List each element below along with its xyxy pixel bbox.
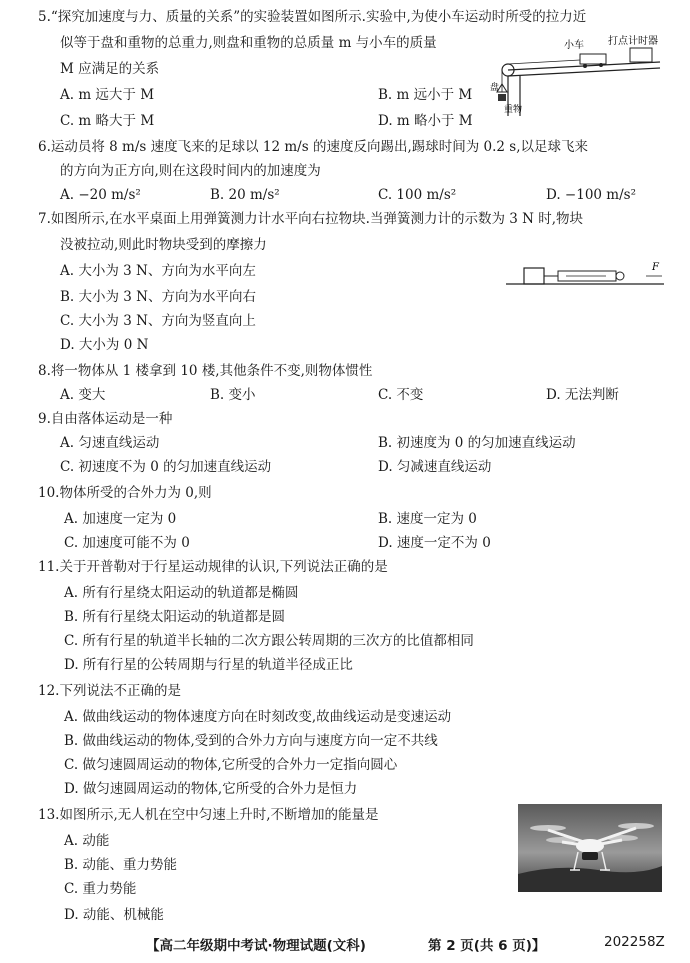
- q12-option-b: B. 做曲线运动的物体,受到的合外力方向与速度方向一定不共线: [64, 733, 438, 749]
- page-footer: [0, 934, 690, 956]
- q5-fig-timer-label: 打点计时器: [608, 36, 658, 47]
- q13-drone-photo: [518, 804, 662, 892]
- q5-fig-plate-label: 盘: [490, 83, 500, 93]
- q8-option-c: C. 不变: [378, 387, 424, 403]
- q9-option-b: B. 初速度为 0 的匀加速直线运动: [378, 435, 576, 451]
- q12-option-c: C. 做匀速圆周运动的物体,它所受的合外力一定指向圆心: [64, 757, 398, 773]
- q6-stem-line1: 6.运动员将 8 m/s 速度飞来的足球以 12 m/s 的速度反向踢出,踢球时间为 0.2 s,以足球飞来: [38, 139, 589, 155]
- q8-option-d: D. 无法判断: [546, 387, 619, 403]
- q11-option-d: D. 所有行星的公转周期与行星的轨道半径成正比: [64, 657, 353, 673]
- q9-option-d: D. 匀减速直线运动: [378, 459, 492, 475]
- q11-option-c: C. 所有行星的轨道半长轴的二次方跟公转周期的三次方的比值都相同: [64, 633, 474, 649]
- q10-option-b: B. 速度一定为 0: [378, 511, 477, 527]
- footer-code: 202258Z: [604, 934, 665, 950]
- q6-option-b: B. 20 m/s²: [210, 187, 280, 203]
- q6-option-a: A. −20 m/s²: [60, 187, 141, 203]
- q13-option-d: D. 动能、机械能: [64, 907, 164, 923]
- q11-option-b: B. 所有行星绕太阳运动的轨道都是圆: [64, 609, 286, 625]
- q7-option-b: B. 大小为 3 N、方向为水平向右: [60, 289, 256, 305]
- q5-option-c: C. m 略大于 M: [60, 113, 155, 129]
- q8-option-a: A. 变大: [60, 387, 106, 403]
- q12-option-d: D. 做匀速圆周运动的物体,它所受的合外力是恒力: [64, 781, 358, 797]
- footer-exam-title: 【高二年级期中考试·物理试题(文科): [146, 938, 366, 954]
- q7-stem-line2: 没被拉动,则此时物块受到的摩擦力: [60, 237, 267, 253]
- q12-stem: 12.下列说法不正确的是: [38, 683, 181, 699]
- q5-stem-line1: 5.“探究加速度与力、质量的关系”的实验装置如图所示.实验中,为使小车运动时所受的拉力近: [38, 9, 587, 25]
- q7-option-c: C. 大小为 3 N、方向为竖直向上: [60, 313, 256, 329]
- q6-stem-line2: 的方向为正方向,则在这段时间内的加速度为: [60, 163, 321, 179]
- q9-option-c: C. 初速度不为 0 的匀加速直线运动: [60, 459, 272, 475]
- footer-page-number: 第 2 页(共 6 页)】: [428, 938, 546, 954]
- q7-stem-line1: 7.如图所示,在水平桌面上用弹簧测力计水平向右拉物块.当弹簧测力计的示数为 3 N 时,物块: [38, 211, 584, 227]
- q7-option-d: D. 大小为 0 N: [60, 337, 149, 353]
- q5-fig-weight-label: 重物: [504, 105, 523, 115]
- q5-option-d: D. m 略小于 M: [378, 113, 473, 129]
- q5-option-a: A. m 远大于 M: [60, 87, 155, 103]
- q5-apparatus-figure: [490, 34, 670, 116]
- q13-stem: 13.如图所示,无人机在空中匀速上升时,不断增加的能量是: [38, 807, 379, 823]
- q11-option-a: A. 所有行星绕太阳运动的轨道都是椭圆: [64, 585, 299, 601]
- q10-option-a: A. 加速度一定为 0: [64, 511, 177, 527]
- q7-spring-scale-figure: [506, 258, 664, 290]
- q9-option-a: A. 匀速直线运动: [60, 435, 160, 451]
- q8-option-b: B. 变小: [210, 387, 256, 403]
- q7-option-a: A. 大小为 3 N、方向为水平向左: [60, 263, 256, 279]
- q10-option-d: D. 速度一定不为 0: [378, 535, 491, 551]
- q5-fig-car-label: 小车: [564, 40, 584, 51]
- q5-option-b: B. m 远小于 M: [378, 87, 473, 103]
- q6-option-c: C. 100 m/s²: [378, 187, 457, 203]
- q13-option-a: A. 动能: [64, 833, 110, 849]
- q11-stem: 11.关于开普勒对于行星运动规律的认识,下列说法正确的是: [38, 559, 388, 575]
- q10-stem: 10.物体所受的合外力为 0,则: [38, 485, 212, 501]
- q13-option-c: C. 重力势能: [64, 881, 137, 897]
- q8-stem: 8.将一物体从 1 楼拿到 10 楼,其他条件不变,则物体惯性: [38, 363, 373, 379]
- q7-fig-force-label: F: [652, 262, 659, 273]
- q5-stem-line3: M 应满足的关系: [60, 61, 160, 77]
- q5-stem-line2: 似等于盘和重物的总重力,则盘和重物的总质量 m 与小车的质量: [60, 35, 437, 51]
- q12-option-a: A. 做曲线运动的物体速度方向在时刻改变,故曲线运动是变速运动: [64, 709, 452, 725]
- q9-stem: 9.自由落体运动是一种: [38, 411, 173, 427]
- q6-option-d: D. −100 m/s²: [546, 187, 636, 203]
- q10-option-c: C. 加速度可能不为 0: [64, 535, 190, 551]
- q13-option-b: B. 动能、重力势能: [64, 857, 178, 873]
